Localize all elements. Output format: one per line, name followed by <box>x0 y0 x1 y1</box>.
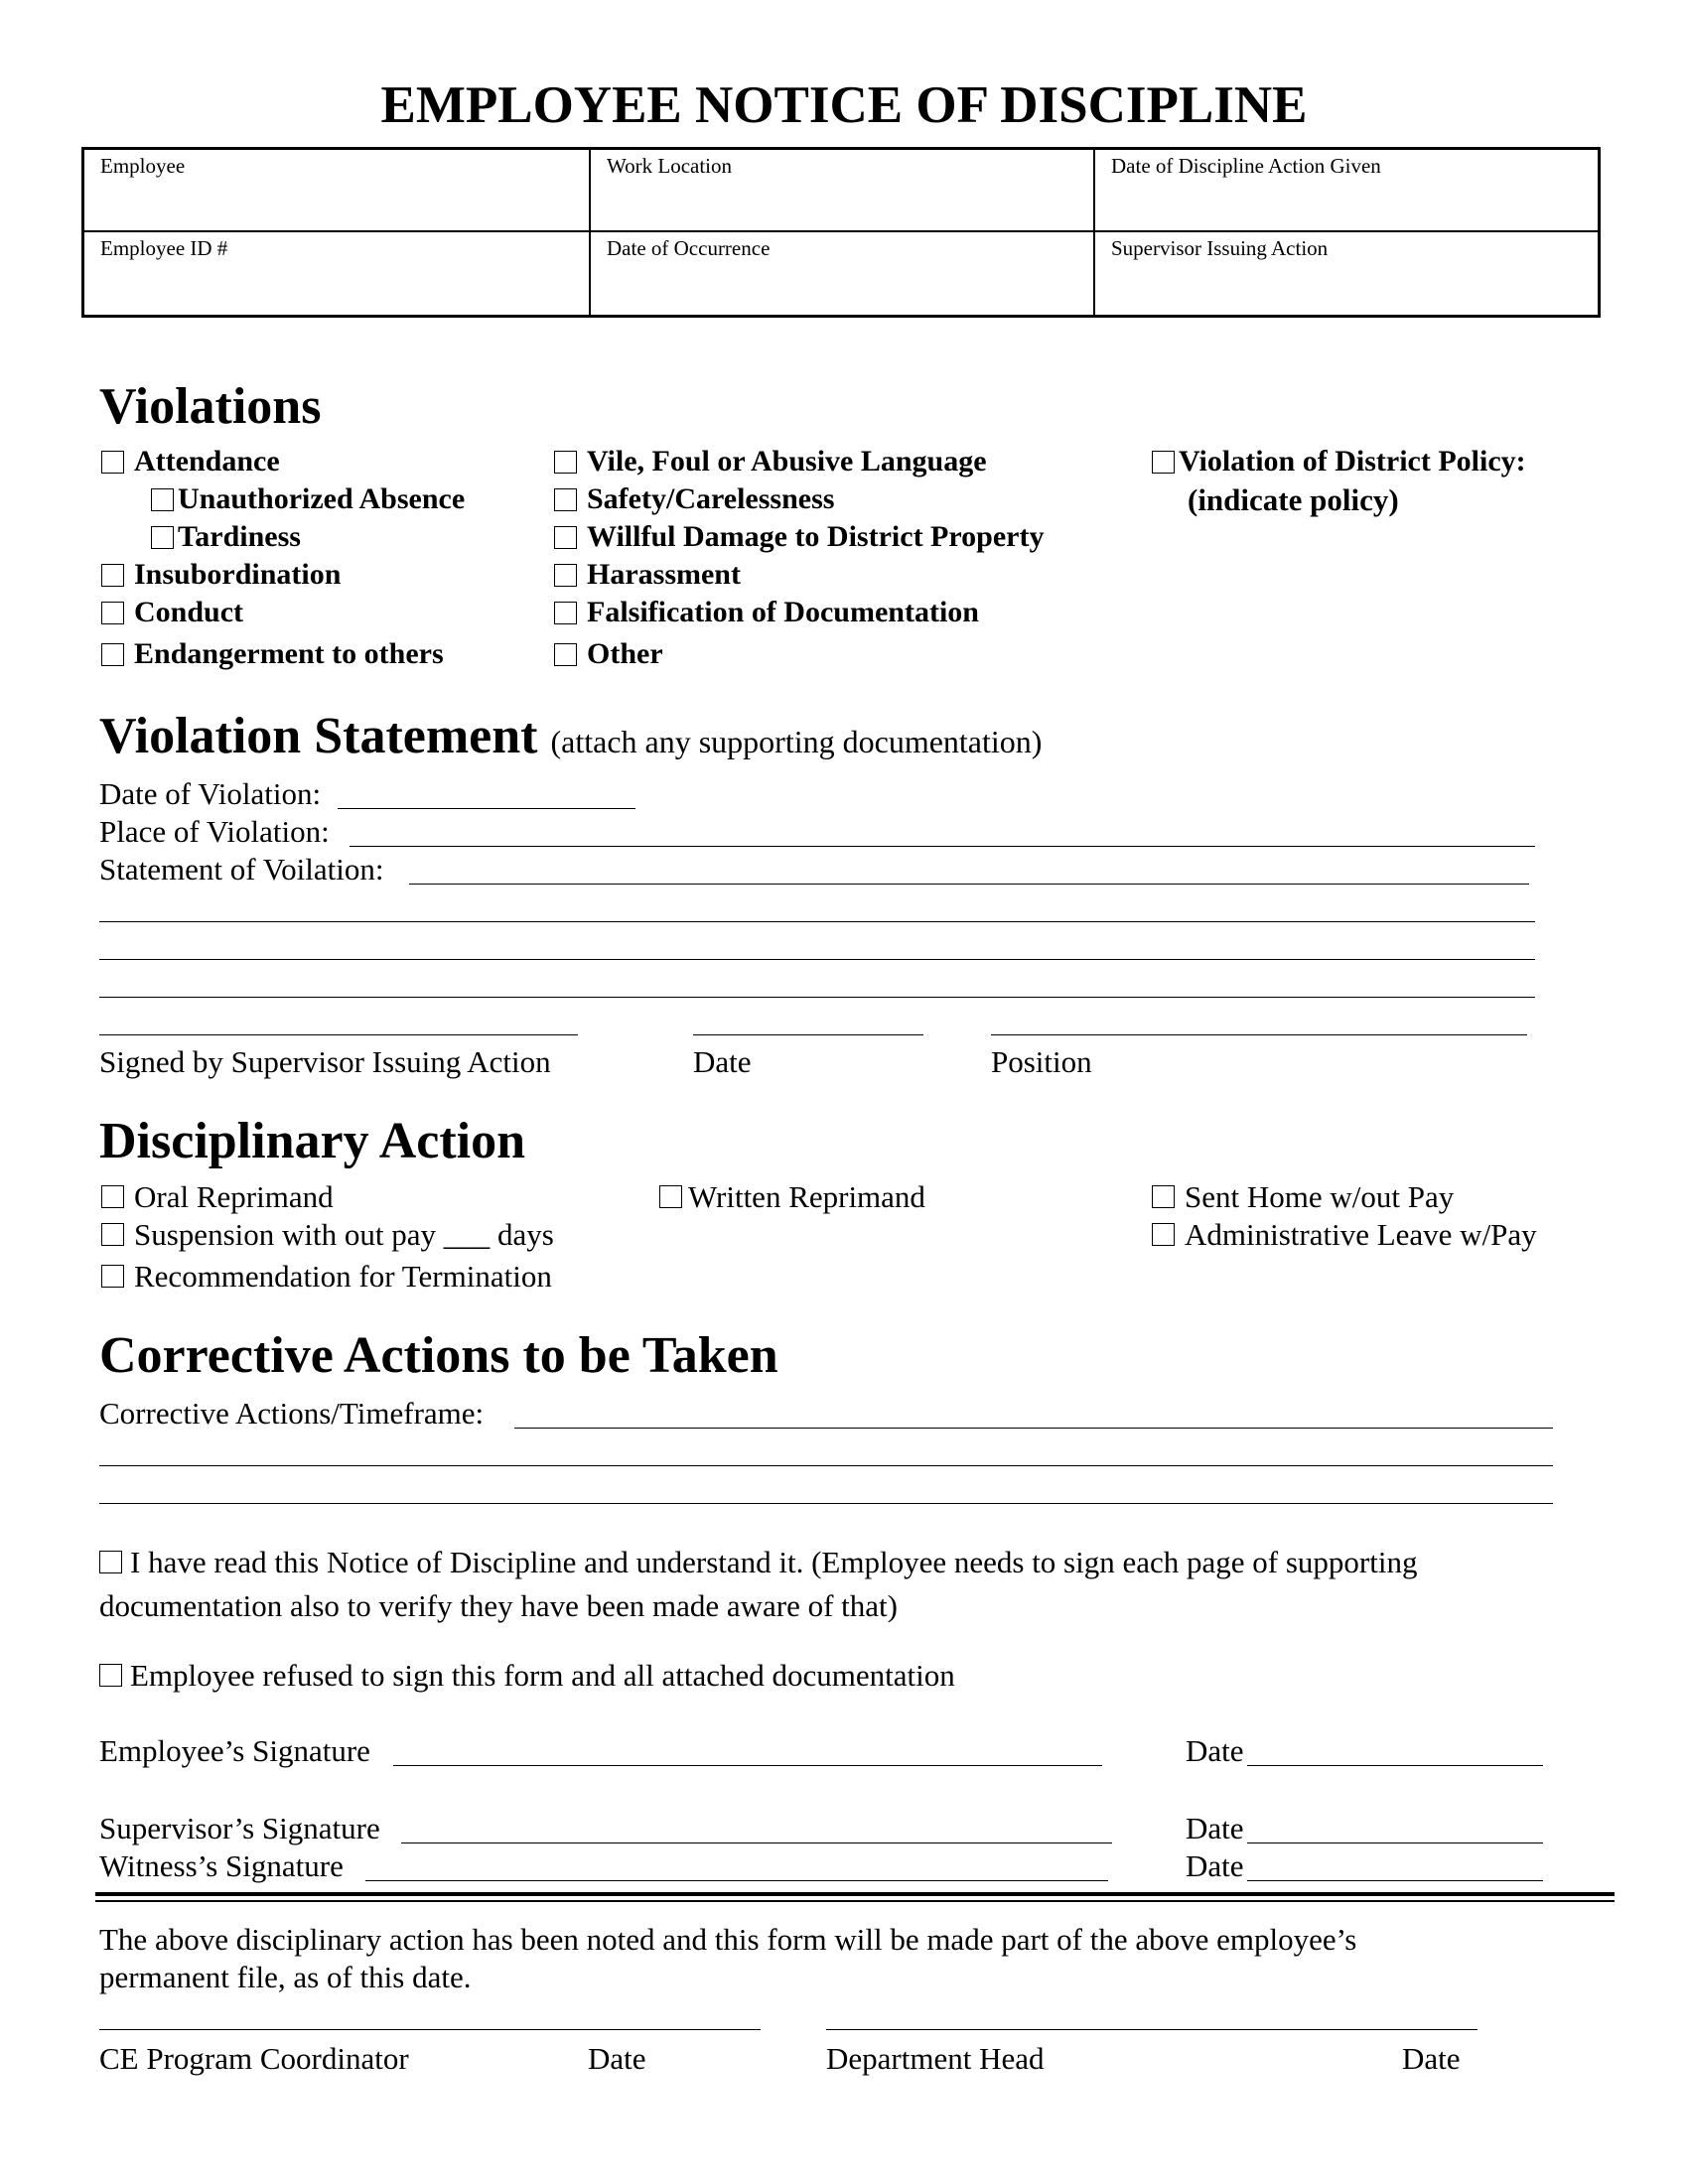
violation-safety[interactable] <box>554 484 834 514</box>
action-label: Suspension with out pay ___ days <box>134 1217 554 1252</box>
supervisor-issuing-label: Supervisor Issuing Action <box>1111 236 1329 260</box>
checkbox[interactable] <box>101 564 124 587</box>
employee-field[interactable] <box>84 150 591 232</box>
violation-other[interactable] <box>554 639 663 669</box>
signed-by-label: Signed by Supervisor Issuing Action <box>99 1044 551 1079</box>
action-label: Written Reprimand <box>688 1179 925 1214</box>
violation-label: Conduct <box>134 596 244 628</box>
checkbox[interactable] <box>101 451 124 474</box>
checkbox[interactable] <box>101 1185 124 1208</box>
divider-thick <box>95 1892 1615 1896</box>
violation-label: Willful Damage to District Property <box>587 520 1045 553</box>
witness-date-line[interactable] <box>1247 1880 1543 1881</box>
violation-tardiness[interactable] <box>151 522 301 552</box>
employee-refused-label: Employee refused to sign this form and all attached documentation <box>130 1658 955 1693</box>
employee-signature-line[interactable] <box>393 1765 1102 1766</box>
checkbox[interactable] <box>554 643 577 666</box>
supervisor-issuing-field[interactable] <box>1095 232 1598 315</box>
action-label: Recommendation for Termination <box>134 1259 552 1294</box>
checkbox[interactable] <box>99 1551 122 1573</box>
violation-label: Endangerment to others <box>134 637 444 670</box>
corrective-line-2[interactable] <box>99 1465 1553 1466</box>
action-admin-leave[interactable] <box>1152 1219 1537 1250</box>
violation-willful-damage[interactable] <box>554 522 1044 552</box>
checkbox[interactable] <box>554 564 577 587</box>
supervisor-signature-line[interactable] <box>99 1034 578 1035</box>
employee-date-line[interactable] <box>1247 1765 1543 1766</box>
violation-endangerment[interactable] <box>101 639 444 669</box>
divider-thin <box>95 1900 1615 1902</box>
employee-label: Employee <box>100 154 186 178</box>
action-label: Oral Reprimand <box>134 1179 334 1214</box>
violation-label: Violation of District Policy: <box>1179 445 1526 478</box>
date-action-given-field[interactable] <box>1095 150 1598 232</box>
violation-label: Falsification of Documentation <box>587 596 979 628</box>
statement-date-line[interactable] <box>693 1034 923 1035</box>
place-of-violation-label: Place of Violation: <box>99 814 330 849</box>
date-action-given-label: Date of Discipline Action Given <box>1111 154 1381 178</box>
violation-label: Safety/Carelessness <box>587 482 835 515</box>
footer-note-line2: permanent file, as of this date. <box>99 1960 472 1994</box>
checkbox[interactable] <box>101 1265 124 1288</box>
witness-signature-line[interactable] <box>365 1880 1108 1881</box>
checkbox[interactable] <box>151 526 174 549</box>
checkbox[interactable] <box>99 1664 122 1687</box>
checkbox[interactable] <box>1152 1185 1175 1208</box>
statement-of-violation-label: Statement of Voilation: <box>99 852 384 887</box>
date-occurrence-label: Date of Occurrence <box>607 236 771 260</box>
corrective-label: Corrective Actions/Timeframe: <box>99 1396 485 1431</box>
coordinator-signature-line[interactable] <box>99 2029 761 2030</box>
date-of-violation-input[interactable] <box>338 808 635 809</box>
footer-note-line1: The above disciplinary action has been noted and this form will be made part of the above employee’s <box>99 1922 1357 1957</box>
violation-unauthorized-absence[interactable] <box>151 484 465 514</box>
action-label: Administrative Leave w/Pay <box>1185 1217 1537 1252</box>
checkbox[interactable] <box>1152 451 1175 474</box>
violation-label: Harassment <box>587 558 741 591</box>
action-suspension[interactable] <box>101 1219 554 1250</box>
violation-conduct[interactable] <box>101 598 243 627</box>
coordinator-label: CE Program Coordinator <box>99 2041 409 2076</box>
statement-heading <box>99 708 1043 764</box>
checkbox[interactable] <box>554 526 577 549</box>
work-location-field[interactable] <box>591 150 1095 232</box>
violations-heading: Violations <box>99 378 322 435</box>
action-written-reprimand[interactable] <box>659 1181 925 1212</box>
position-label: Position <box>991 1044 1092 1079</box>
violation-label: Unauthorized Absence <box>178 482 466 515</box>
violation-insubordination[interactable] <box>101 560 341 590</box>
header-table <box>81 147 1601 318</box>
checkbox[interactable] <box>554 451 577 474</box>
dept-head-date-label: Date <box>1402 2041 1461 2076</box>
checkbox[interactable] <box>554 488 577 511</box>
violation-falsification[interactable] <box>554 598 979 627</box>
work-location-label: Work Location <box>607 154 733 178</box>
acknowledge-read-line2: documentation also to verify they have been made aware of that) <box>99 1588 898 1623</box>
action-sent-home[interactable] <box>1152 1181 1454 1212</box>
corrective-line-1[interactable] <box>514 1428 1553 1429</box>
statement-heading-text: Violation Statement <box>99 708 538 764</box>
checkbox[interactable] <box>101 1223 124 1246</box>
employee-id-field[interactable] <box>84 232 591 315</box>
statement-line-4[interactable] <box>99 997 1535 998</box>
checkbox[interactable] <box>101 602 124 624</box>
supervisor-signature-label: Supervisor’s Signature <box>99 1811 380 1845</box>
corrective-heading: Corrective Actions to be Taken <box>99 1327 778 1384</box>
supervisor-date-label: Date <box>1186 1811 1244 1845</box>
checkbox[interactable] <box>151 488 174 511</box>
violation-harassment[interactable] <box>554 560 741 590</box>
form-title: EMPLOYEE NOTICE OF DISCIPLINE <box>380 76 1308 134</box>
statement-date-label: Date <box>693 1044 752 1079</box>
employee-id-label: Employee ID # <box>100 236 228 260</box>
coordinator-date-label: Date <box>588 2041 646 2076</box>
witness-signature-label: Witness’s Signature <box>99 1848 344 1883</box>
statement-line-2[interactable] <box>99 921 1535 922</box>
witness-date-label: Date <box>1186 1848 1244 1883</box>
checkbox[interactable] <box>659 1185 682 1208</box>
employee-signature-label: Employee’s Signature <box>99 1733 370 1768</box>
violation-label: Insubordination <box>134 558 342 591</box>
dept-head-signature-line[interactable] <box>826 2029 1477 2030</box>
acknowledge-read-label: I have read this Notice of Discipline and understand it. (Employee needs to sign each page of supporting <box>130 1545 1418 1579</box>
acknowledge-read[interactable] <box>99 1547 1417 1577</box>
violation-attendance[interactable] <box>101 447 280 477</box>
date-occurrence-field[interactable] <box>591 232 1095 315</box>
employee-date-label: Date <box>1186 1733 1244 1768</box>
violation-district-policy[interactable] <box>1152 447 1526 477</box>
place-of-violation-input[interactable] <box>350 846 1535 847</box>
violation-abusive-language[interactable] <box>554 447 987 477</box>
statement-line-1[interactable] <box>409 884 1529 885</box>
violation-label: Vile, Foul or Abusive Language <box>587 445 987 478</box>
disciplinary-heading: Disciplinary Action <box>99 1113 526 1169</box>
employee-refused[interactable] <box>99 1660 955 1691</box>
position-line[interactable] <box>991 1034 1527 1035</box>
statement-note: (attach any supporting documentation) <box>550 724 1043 759</box>
violation-label: Attendance <box>134 445 280 478</box>
corrective-line-3[interactable] <box>99 1503 1553 1504</box>
statement-line-3[interactable] <box>99 959 1535 960</box>
action-label: Sent Home w/out Pay <box>1185 1179 1455 1214</box>
action-termination[interactable] <box>101 1261 552 1292</box>
checkbox[interactable] <box>101 643 124 666</box>
checkbox[interactable] <box>1152 1223 1175 1246</box>
violation-label: Other <box>587 637 663 670</box>
date-of-violation-label: Date of Violation: <box>99 776 322 811</box>
dept-head-label: Department Head <box>826 2041 1045 2076</box>
action-oral-reprimand[interactable] <box>101 1181 334 1212</box>
indicate-policy-label: (indicate policy) <box>1188 482 1399 517</box>
violation-label: Tardiness <box>178 520 301 553</box>
checkbox[interactable] <box>554 602 577 624</box>
